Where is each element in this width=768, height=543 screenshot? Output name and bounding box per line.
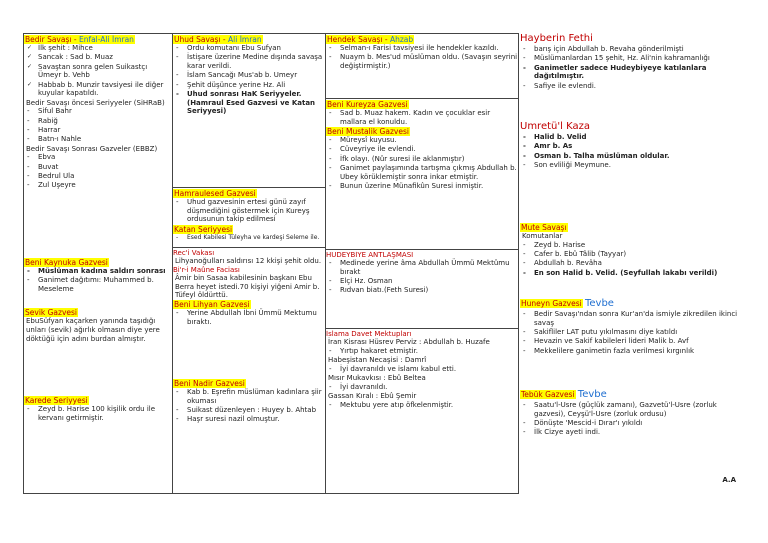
list-item: - Müslüman kadına saldırı sonrası	[24, 267, 172, 276]
section-title: Hamraulesed Gazvesi	[174, 189, 256, 198]
dash-list	[520, 310, 746, 355]
dash-list	[173, 309, 325, 326]
section-kaynuka	[24, 258, 172, 358]
dash-list	[24, 405, 172, 422]
list-item: ✓ Habbab b. Munzir tavsiyesi ile diğer kuyular kapatıldı.	[24, 81, 172, 98]
list-item: - Kab b. Eşrefin müslüman kadınlara şiir okuması	[173, 388, 325, 405]
list-item: ✓ Savaştan sonra gelen Suikastçı Ümeyr b. Vehb	[24, 63, 172, 80]
list-item: - Uhud gazvesinin ertesi günü zayıf düşmediğini göstermek için Kureyş ordusunun takip edilmesi	[173, 198, 325, 224]
section-kureyza	[326, 100, 518, 274]
section-title	[520, 299, 583, 308]
paragraph: Habeşistan Necaşisi : Damrî	[328, 356, 427, 365]
list-item: - Ordu komutanı Ebu Sufyan	[173, 44, 325, 53]
list-item: - Mekkelilere ganimetin fazla verilmesi kırgınlık	[520, 347, 746, 356]
list-item: - Sad b. Muaz hakem. Kadın ve çocuklar esir mallara el konuldu.	[326, 109, 518, 126]
list-item: - İyi davranıldı ve islamı kabul etti.	[326, 365, 518, 374]
list-item: - İlk Cizye ayeti indi.	[520, 428, 746, 437]
section-bedir-savasi	[24, 35, 172, 258]
title-text: Uhud Savaşı	[174, 35, 221, 44]
title-surah: Tevbe	[577, 389, 607, 400]
dash-list	[326, 347, 518, 356]
list-item: - Rabiğ	[24, 117, 172, 126]
list-item: - Harrar	[24, 126, 172, 135]
section-tebuk	[520, 389, 746, 479]
list-item: - Ganimetler sadece Hudeybiyeye katılanlara dağıtılmıştır.	[520, 64, 746, 81]
list-item: ✓ İlk şehit : Mihce	[24, 44, 172, 53]
section-title: Rec'i Vakası	[173, 249, 215, 257]
section-title: Bedir Savaşı - Enfal-Ali İmran	[25, 35, 134, 44]
list-item: - Siful Bahr	[24, 107, 172, 116]
paragraph: EbuSüfyan kaçarken yanında taşıdığı unları (sevik) ağırlık olmasın diye yere döktüğü için adını burdan almıştır.	[26, 317, 160, 343]
list-item: - Esed Kabilesi Tüleyha ve kardeşi Seleme ile.	[173, 234, 325, 243]
list-item: - Zul Uşeyre	[24, 181, 172, 190]
section-davet	[326, 330, 518, 490]
section-title: Bi'r-i Maûne Faciası	[173, 265, 240, 274]
list-item: - Müreysî kuyusu.	[326, 136, 518, 145]
title-text: Hendek Savaşı	[327, 35, 383, 44]
section-title: İslama Davet Mektupları	[326, 330, 412, 338]
list-item: - Yerine Abdullah İbni Ümmü Mektumu bıraktı.	[173, 309, 325, 326]
dash-list	[24, 107, 172, 144]
dash-list	[24, 153, 172, 190]
dash-list	[326, 259, 518, 295]
section-title: Katan Seriyyesi	[174, 224, 233, 234]
dash-list	[326, 365, 518, 374]
section-title: Beni Mustalik Gazvesi	[327, 127, 409, 136]
dash-list	[173, 388, 325, 424]
list-item: - Medinede yerine âma Abdullah Ümmü Mektûmu bırakt	[326, 259, 518, 276]
list-item: - İstişare üzerine Medine dışında savaşa karar verildi.	[173, 53, 325, 70]
list-item: - Abdullah b. Revâha	[520, 259, 746, 268]
list-item: ✓ Sancak : Sad b. Muaz	[24, 53, 172, 62]
dash-list	[326, 401, 518, 410]
dash-list	[326, 136, 518, 191]
list-item: - Hevazin ve Sakif kabileleri lideri Malik b. Avf	[520, 337, 746, 346]
list-item: - Batn-ı Nahle	[24, 135, 172, 144]
check-list	[24, 44, 172, 98]
dash-list	[326, 109, 518, 126]
section-title: Beni Nadir Gazvesi	[174, 379, 245, 388]
divider	[173, 187, 325, 188]
title-text: Tebük Gazvesi	[521, 390, 575, 399]
dash-list	[326, 44, 518, 71]
dash-list	[173, 44, 325, 116]
list-item: - Zeyd b. Harise	[520, 241, 746, 250]
dash-list	[520, 401, 746, 437]
section-title: HUDEYBİYE ANTLAŞMASI	[326, 251, 414, 259]
dash-list	[173, 234, 325, 243]
list-item: - Buvat	[24, 163, 172, 172]
title-surah: Tevbe	[584, 298, 614, 309]
dash-list	[326, 383, 518, 392]
section-huneyn	[520, 298, 746, 398]
list-item: - Bedrul Ula	[24, 172, 172, 181]
list-item: - Rıdvan biatı.(Feth Suresi)	[326, 286, 518, 295]
list-item: - Cüveyriye ile evlendi.	[326, 145, 518, 154]
list-item: - Amr b. As	[520, 142, 746, 151]
dash-list	[24, 267, 172, 294]
list-item: - Osman b. Talha müslüman oldular.	[520, 152, 746, 161]
list-item: - Bedir Savaşı'ndan sonra Kur'an'da ismiyle zikredilen ikinci savaş	[520, 310, 746, 327]
list-item: - Nuaym b. Mes'ud müslüman oldu. (Savaşın seyrini değiştirmiştir.)	[326, 53, 518, 70]
section-nadir	[173, 379, 325, 491]
divider	[173, 247, 325, 248]
list-item: - İslam Sancağı Mus'ab b. Umeyr	[173, 71, 325, 80]
list-item: - İyi davranıldı.	[326, 383, 518, 392]
paragraph: Gassan Kıralı : Ebû Şemir	[328, 392, 417, 401]
dash-list	[520, 45, 746, 90]
list-item: - Şehit düşünce yerine Hz. Ali	[173, 81, 325, 90]
divider	[326, 98, 518, 99]
list-item: - Saatu'l-Usre (güçlük zamanı), Gazvetü'l-Usre (zorluk gazvesi), Ceyşü'l-Usre (zorluk ordusu)	[520, 401, 746, 418]
list-item: - İfk olayı. (Nûr suresi ile aklanmıştır)	[326, 155, 518, 164]
section-uhud	[173, 35, 325, 153]
list-item: - Son evliliği Meymune.	[520, 161, 746, 170]
section-title: Karede Seriyyesi	[25, 396, 88, 405]
paragraph: Lihyanoğulları saldırısı 12 kkişi şehit oldu.	[175, 257, 322, 265]
title-text: Huneyn Gazvesi	[521, 299, 582, 308]
paragraph: İran Kisrası Hüsrev Perviz : Abdullah b. Huzafe	[328, 338, 490, 346]
title-text: Bedir Savaşı	[25, 35, 72, 44]
paragraph: Komutanlar	[522, 232, 563, 240]
list-item: - Yırtıp hakaret etmiştir.	[326, 347, 518, 356]
list-item: - Zeyd b. Harise 100 kişilik ordu ile kervanı getirmiştir.	[24, 405, 172, 422]
list-item: - Selman-ı Farisi tavsiyesi ile hendekler kazıldı.	[326, 44, 518, 53]
column-uhud	[173, 34, 326, 493]
dash-list	[520, 241, 746, 278]
list-item: - Suikast düzenleyen : Huyey b. Ahtab	[173, 406, 325, 415]
section-title: Umretü'l Kaza	[520, 121, 590, 132]
title-surah: Ali İmran	[228, 35, 262, 44]
list-item: - Mektubu yere atıp öfkelenmiştir.	[326, 401, 518, 410]
list-item: - Elçi Hz. Osman	[326, 277, 518, 286]
signature: A.A	[722, 476, 736, 484]
divider	[326, 328, 518, 329]
section-title: Beni Lihyan Gazvesi	[174, 300, 250, 310]
list-item: - Cafer b. Ebû Tâlib (Tayyar)	[520, 250, 746, 259]
notes-table	[23, 33, 519, 494]
list-item: - Sakifliler LAT putu yıkılmasını diye katıldı	[520, 328, 746, 337]
paragraph: Bedir Savaşı öncesi Seriyyeler (SiHRaB)	[26, 98, 165, 107]
list-item: - Dönüşte 'Mescid-i Dırar'ı yıkıldı	[520, 419, 746, 428]
title-surah: Ahzab	[389, 35, 414, 44]
section-karede	[24, 396, 172, 491]
list-item: - Haşr suresi nazil olmuştur.	[173, 415, 325, 424]
list-item: - Halid b. Velid	[520, 133, 746, 142]
list-item: - barış için Abdullah b. Revaha gönderilmişti	[520, 45, 746, 54]
list-item: - Safiye ile evlendi.	[520, 82, 746, 91]
dash-list	[520, 133, 746, 170]
list-item: - Ganimet dağıtımı: Muhammed b. Meseleme	[24, 276, 172, 293]
list-item: - Ganimet paylaşımında tartışma çıkmış Abdullah b. Ubey körüklemiştir sonra inkar etmiştir.	[326, 164, 518, 181]
section-title: Beni Kureyza Gazvesi	[327, 100, 408, 109]
title-surah: Enfal-Ali İmran	[78, 35, 134, 44]
paragraph: Mısır Mukavkısı : Ebû Beltea	[328, 374, 426, 383]
section-title: Hayberin Fethi	[520, 33, 593, 44]
section-title: Uhud Savaşı - Ali İmran	[174, 35, 262, 44]
paragraph: Bedir Savaşı Sonrası Gazveler (EBBZ)	[26, 144, 158, 153]
list-item: - Uhud sonrası HaK Seriyyeler. (Hamraul Esed Gazvesi ve Katan Seriyyesi)	[173, 90, 325, 116]
list-item: - Bunun üzerine Münafikûn Suresi inmiştir.	[326, 182, 518, 191]
divider	[326, 249, 518, 250]
section-reci	[173, 249, 325, 364]
section-hendek	[326, 35, 518, 99]
dash-list	[173, 198, 325, 224]
list-item: - Ebva	[24, 153, 172, 162]
section-title: Beni Kaynuka Gazvesi	[25, 258, 108, 267]
list-item: - En son Halid b. Velid. (Seyfullah lakabı verildi)	[520, 269, 746, 278]
section-title: Mute Savaşı	[521, 223, 567, 232]
section-title: Hendek Savaşı - Ahzab	[327, 35, 414, 44]
column-bedir	[24, 34, 173, 493]
section-title	[520, 390, 576, 399]
column-hayber	[520, 33, 746, 492]
paragraph: Âmir bin Sasaa kabilesinin başkanı Ebu Berra heyet istedi.70 kişiyi yiğeni Amir b. Tüfeyl öldürttü.	[175, 273, 320, 300]
section-hudeybiye	[326, 251, 518, 331]
list-item: - Müslümanlardan 15 şehit, Hz. Ali'nin kahramanlığı	[520, 54, 746, 63]
section-title: Sevik Gazvesi	[25, 308, 78, 318]
column-hendek	[326, 34, 518, 493]
section-umre	[520, 121, 746, 221]
